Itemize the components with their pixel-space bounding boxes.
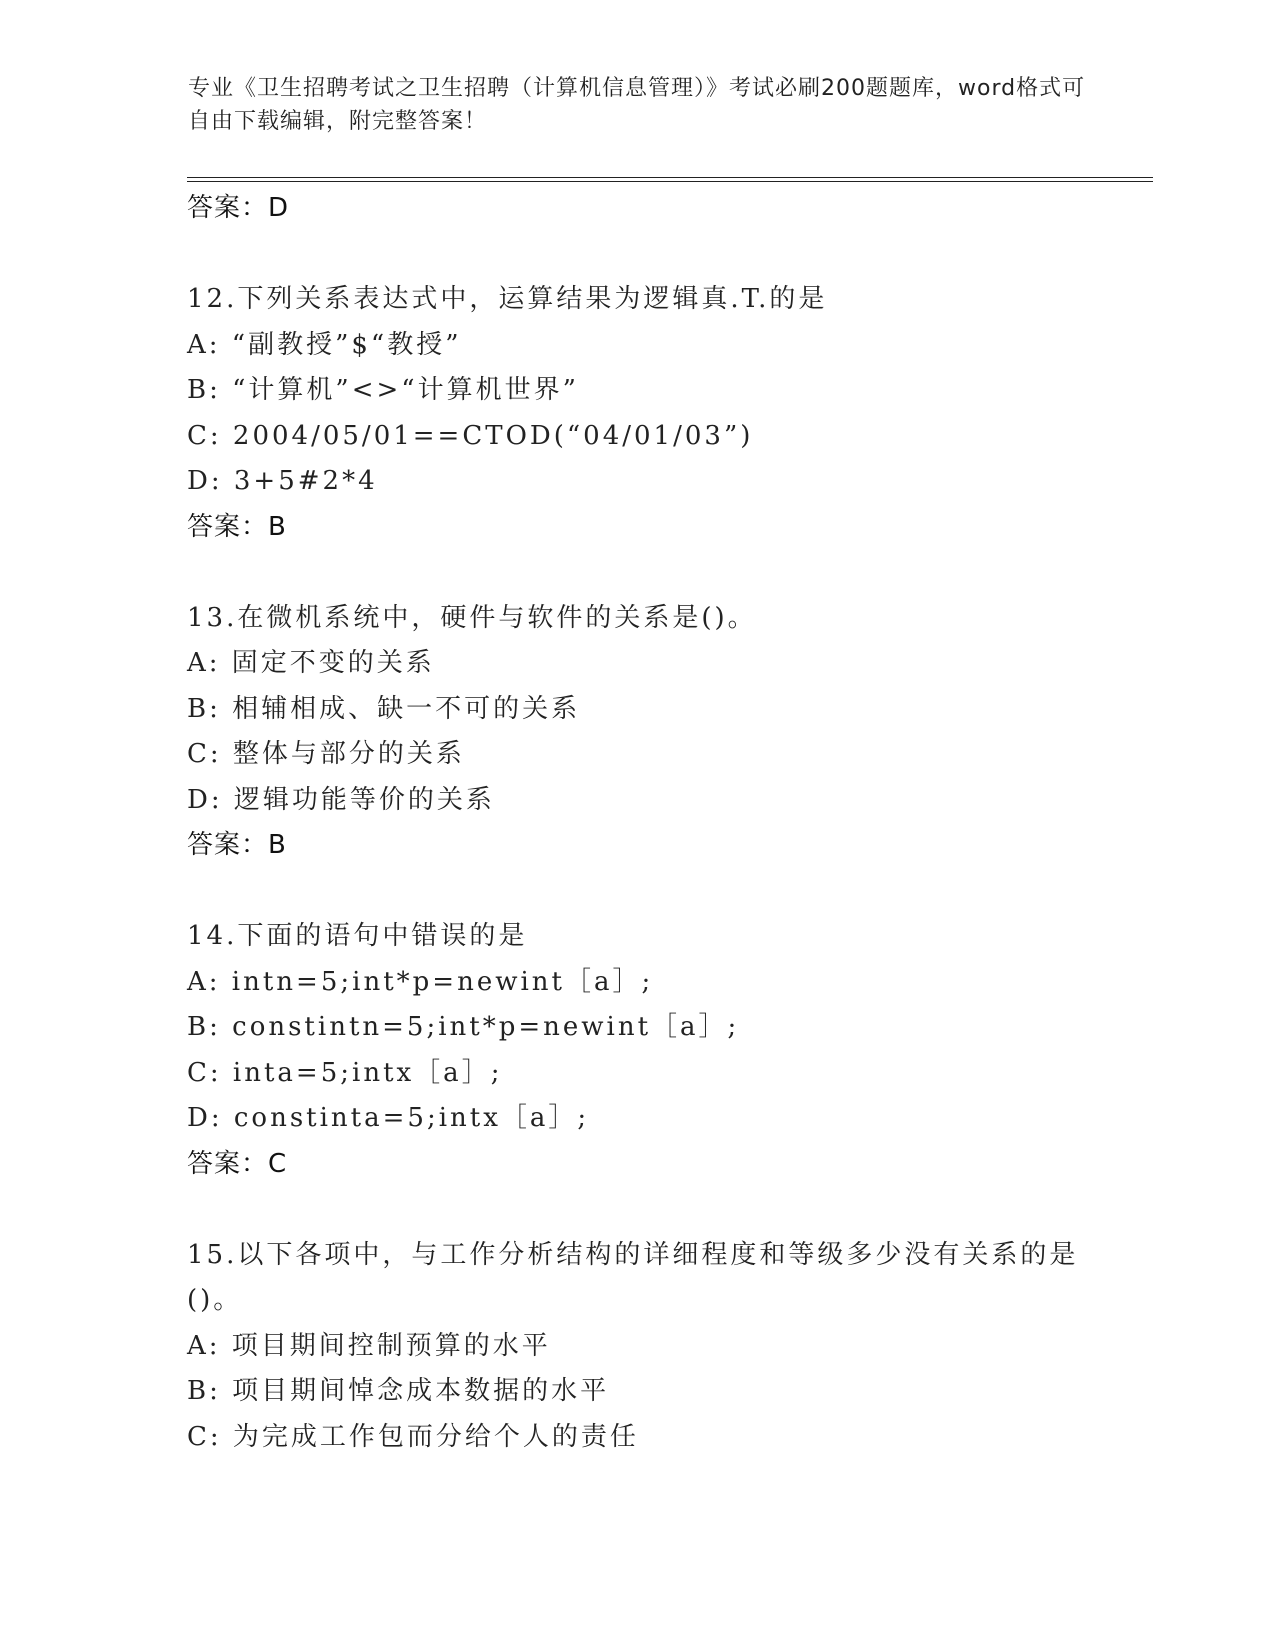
answer-label: 答案：B xyxy=(187,830,287,860)
option-d: D: 逻辑功能等价的关系 xyxy=(187,784,495,815)
document-header: 专业《卫生招聘考试之卫生招聘（计算机信息管理）》考试必刷200题题库，word格式可自由下载编辑，附完整答案！ xyxy=(188,76,1086,134)
spacer xyxy=(187,868,1087,914)
option-a: A: “副教授”$“教授” xyxy=(187,329,462,360)
question-list xyxy=(187,186,1087,1460)
question-13 xyxy=(187,596,1087,869)
answer-label: 答案：B xyxy=(187,511,287,542)
answer-label: 答案：C xyxy=(187,1148,288,1179)
question-stem: 12.下列关系表达式中，运算结果为逻辑真.T.的是 xyxy=(187,284,828,314)
spacer xyxy=(187,550,1087,596)
option-b: B: “计算机”<>“计算机世界” xyxy=(187,375,579,405)
header-divider xyxy=(187,177,1153,182)
option-c: C: inta=5;intx［a］; xyxy=(187,1057,503,1088)
option-d: D: constinta=5;intx［a］; xyxy=(187,1103,590,1133)
option-b: B: 项目期间悼念成本数据的水平 xyxy=(187,1376,610,1406)
spacer xyxy=(187,1187,1087,1233)
option-c: C: 2004/05/01==CTOD(“04/01/03”) xyxy=(187,420,754,451)
question-stem: 15.以下各项中，与工作分析结构的详细程度和等级多少没有关系的是()。 xyxy=(187,1239,1079,1315)
spacer xyxy=(187,231,1087,277)
question-15 xyxy=(187,1233,1087,1461)
question-14 xyxy=(187,914,1087,1187)
question-stem: 14.下面的语句中错误的是 xyxy=(187,921,528,951)
option-a: A: 项目期间控制预算的水平 xyxy=(187,1330,551,1361)
option-b: B: 相辅相成、缺一不可的关系 xyxy=(187,693,581,724)
option-c: C: 为完成工作包而分给个人的责任 xyxy=(187,1421,639,1452)
question-12 xyxy=(187,277,1087,550)
option-c: C: 整体与部分的关系 xyxy=(187,739,465,769)
question-stem: 13.在微机系统中，硬件与软件的关系是()。 xyxy=(187,602,757,633)
option-b: B: constintn=5;int*p=newint［a］; xyxy=(187,1012,740,1042)
option-d: D: 3+5#2*4 xyxy=(187,466,378,496)
option-a: A: intn=5;int*p=newint［a］; xyxy=(187,966,654,997)
previous-answer: 答案：D xyxy=(187,193,290,223)
option-a: A: 固定不变的关系 xyxy=(187,648,435,678)
